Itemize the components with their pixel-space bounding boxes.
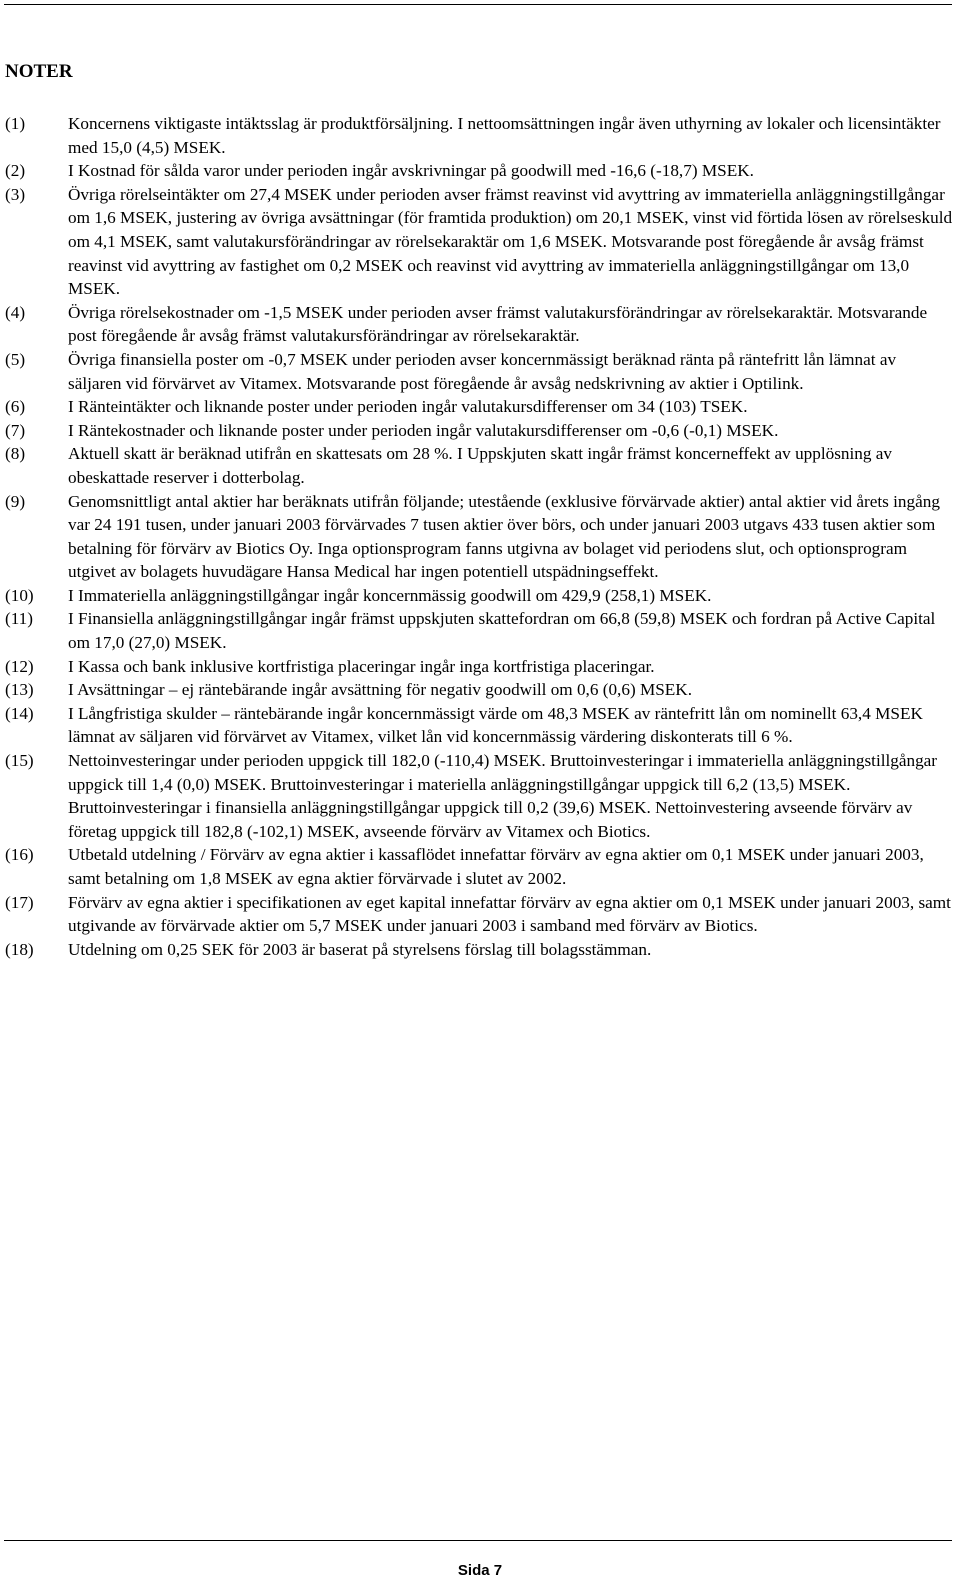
note-text: Nettoinvesteringar under perioden uppgick till 182,0 (-110,4) MSEK. Bruttoinvesteringar i immateriella anläggningstillgångar uppgick till 1,4 (0,0) MSEK. Bruttoinvesteringar i materiella anläggningstillgångar uppgick till 6,2 (13,5) MSEK. Bruttoinvesteringar i finansiella anläggningstillgångar uppgick till 0,2 (39,6) MSEK. Nettoinvestering avseende förvärv av företag uppgick till 182,8 (-102,1) MSEK, avseende förvärv av Vitamex och Biotics. (68, 751, 938, 841)
note-item (5, 348, 953, 395)
note-item (5, 655, 953, 679)
note-number: (12) (5, 656, 34, 676)
note-item (5, 490, 953, 584)
note-number: (5) (5, 349, 26, 369)
note-item (5, 891, 953, 938)
note-item (5, 419, 953, 443)
note-number: (9) (5, 491, 26, 511)
note-number: (16) (5, 845, 34, 865)
note-text: Förvärv av egna aktier i specifikationen av eget kapital innefattar förvärv av egna aktier om 0,1 MSEK under januari 2003, samt utgivande av förvärvade aktier om 5,7 MSEK under januari 2003 i samband med förvärv av Biotics. (68, 892, 951, 936)
note-text: I Immateriella anläggningstillgångar ingår koncernmässig goodwill om 429,9 (258,1) MSEK. (68, 585, 712, 605)
note-text: I Finansiella anläggningstillgångar ingår främst uppskjuten skattefordran om 66,8 (59,8) MSEK och fordran på Active Capital om 17,0 (27,0) MSEK. (68, 609, 936, 653)
note-item (5, 678, 953, 702)
top-divider (4, 4, 952, 5)
note-item (5, 938, 953, 962)
note-number: (11) (5, 609, 33, 629)
note-text: I Kassa och bank inklusive kortfristiga placeringar ingår inga kortfristiga placeringar. (68, 656, 655, 676)
notes-list (5, 112, 953, 961)
note-number: (15) (5, 751, 34, 771)
note-text: Övriga rörelsekostnader om -1,5 MSEK under perioden avser främst valutakursförändringar av rörelsekaraktär. Motsvarande post föregående år avsåg främst valutakursförändringar av rörelsekaraktär. (68, 302, 928, 346)
note-item (5, 395, 953, 419)
note-number: (7) (5, 420, 26, 440)
note-item (5, 112, 953, 159)
note-item (5, 584, 953, 608)
note-number: (4) (5, 302, 26, 322)
note-number: (13) (5, 680, 34, 700)
note-item (5, 843, 953, 890)
note-number: (18) (5, 939, 34, 959)
note-item (5, 442, 953, 489)
note-item (5, 749, 953, 843)
note-text: Utbetald utdelning / Förvärv av egna aktier i kassaflödet innefattar förvärv av egna aktier om 0,1 MSEK under januari 2003, samt betalning om 1,8 MSEK av egna aktier förvärvade i slutet av 2002. (68, 845, 924, 888)
note-number: (1) (5, 114, 26, 133)
note-number: (14) (5, 703, 34, 723)
note-text: I Långfristiga skulder – räntebärande ingår koncernmässigt värde om 48,3 MSEK av räntefritt lån om nominellt 63,4 MSEK lämnat av säljaren vid förvärvet av Vitamex, vilket lån vid koncernmässig värdering diskonterats till 6 %. (68, 703, 923, 747)
note-item (5, 183, 953, 301)
note-text: I Räntekostnader och liknande poster under perioden ingår valutakursdifferenser om -0,6 (-0,1) MSEK. (68, 420, 779, 440)
note-number: (6) (5, 397, 26, 417)
note-text: Övriga finansiella poster om -0,7 MSEK under perioden avser koncernmässigt beräknad ränta på räntefritt lån lämnat av säljaren vid förvärvet av Vitamex. Motsvarande post föregående år avsåg nedskrivning av aktier i Optilink. (68, 349, 897, 393)
note-text: I Ränteintäkter och liknande poster under perioden ingår valutakursdifferenser om 34 (103) TSEK. (68, 397, 748, 417)
note-number: (3) (5, 184, 26, 204)
note-item (5, 702, 953, 749)
note-text: I Kostnad för sålda varor under perioden ingår avskrivningar på goodwill med -16,6 (-18,7) MSEK. (68, 161, 754, 181)
footer-divider (4, 1540, 952, 1541)
note-text: Genomsnittligt antal aktier har beräknats utifrån följande; utestående (exklusive förvärvade aktier) antal aktier vid årets ingång var 24 191 tusen, under januari 2003 förvärvades 7 tusen aktier över börs, och under januari 2003 utgavs 433 tusen aktier som betalning för förvärv av Biotics Oy. Inga optionsprogram fanns utgivna av bolaget vid periodens slut, och optionsprogram utgivet av bolagets huvudägare Hansa Medical har ingen potentiell utspädningseffekt. (68, 491, 940, 582)
section-heading: NOTER (5, 61, 73, 82)
note-number: (2) (5, 161, 26, 181)
note-item (5, 607, 953, 654)
note-text: Utdelning om 0,25 SEK för 2003 är baserat på styrelsens förslag till bolagsstämman. (68, 939, 652, 959)
note-item (5, 159, 953, 183)
page-number: Sida 7 (457, 1562, 503, 1579)
note-text: I Avsättningar – ej räntebärande ingår avsättning för negativ goodwill om 0,6 (0,6) MSEK. (68, 680, 693, 700)
note-text: Aktuell skatt är beräknad utifrån en skattesats om 28 %. I Uppskjuten skatt ingår främst koncerneffekt av upplösning av obeskattade reserver i dotterbolag. (68, 444, 892, 487)
note-number: (10) (5, 585, 34, 605)
note-number: (8) (5, 444, 26, 464)
note-text: Övriga rörelseintäkter om 27,4 MSEK under perioden avser främst reavinst vid avyttring av immateriella anläggningstillgångar om 1,6 MSEK, justering av övriga avsättningar (för framtida produktion) om 20,1 MSEK, vinst vid förtida lösen av rörelseskuld om 4,1 MSEK, samt valutakursförändringar av rörelsekaraktär om 1,6 MSEK. Motsvarande post föregående år avsåg främst reavinst vid avyttring av fastighet om 0,2 MSEK och reavinst vid avyttring av immateriella anläggningstillgångar om 13,0 MSEK. (68, 184, 953, 299)
note-text: Koncernens viktigaste intäktsslag är produktförsäljning. I nettoomsättningen ingår även uthyrning av lokaler och licensintäkter med 15,0 (4,5) MSEK. (68, 114, 941, 157)
note-number: (17) (5, 892, 34, 912)
note-item (5, 301, 953, 348)
